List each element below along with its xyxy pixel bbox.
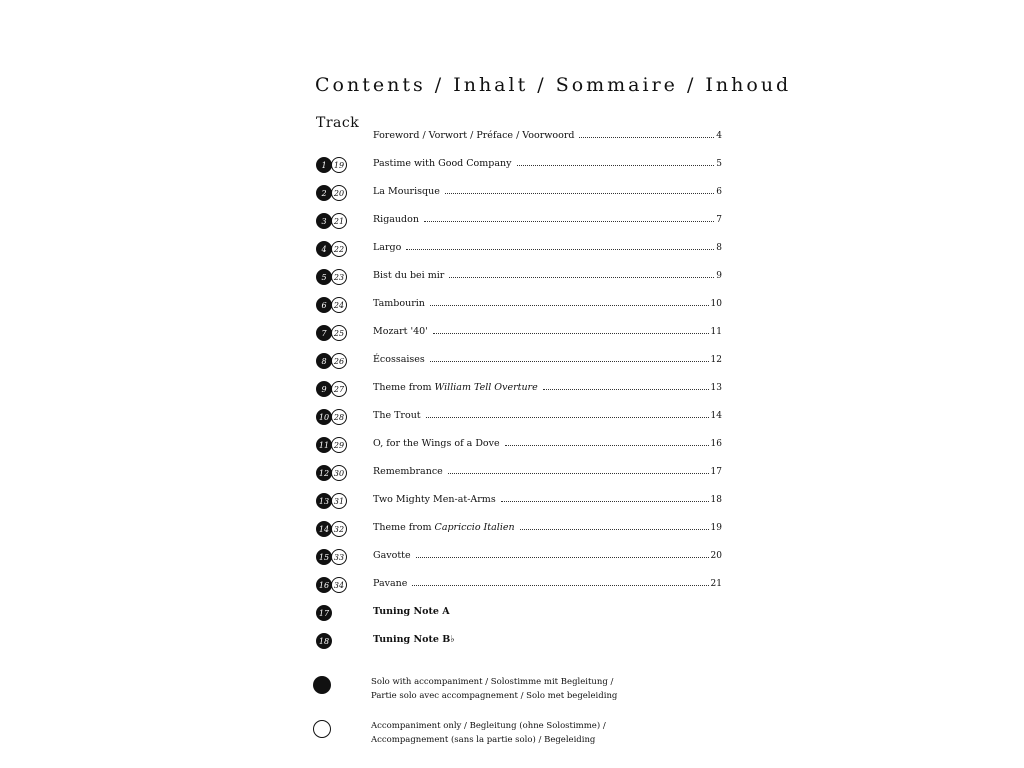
track-badges [316,297,356,315]
track-badges [316,185,356,203]
track-title: Rigaudon [373,214,419,225]
track-row [316,184,722,204]
track-page: 12 [710,355,722,365]
track-entry [373,438,722,449]
dot-leader [501,501,709,502]
tuning-entry [373,606,722,617]
track-heading: Track [316,115,360,131]
solo-track-number: 12 [316,465,332,481]
foreword-page: 4 [716,131,722,141]
legend-solo-line: Partie solo avec accompagnement / Solo met begeleiding [371,691,618,701]
track-page: 7 [716,215,722,225]
solo-track-number: 6 [316,297,332,313]
track-page: 6 [716,187,722,197]
foreword-entry [373,130,722,141]
solo-track-number: 15 [316,549,332,565]
dot-leader [505,445,709,446]
track-title: Pavane [373,578,408,589]
track-row [316,240,722,260]
track-entry [373,550,722,561]
track-row [316,324,722,344]
track-title: Theme from William Tell Overture [373,382,538,393]
dot-leader [449,277,714,278]
track-entry [373,494,722,505]
track-page: 18 [710,495,722,505]
track-entry [373,214,722,225]
dot-leader [520,529,709,530]
solo-track-number: 11 [316,437,332,453]
solo-track-number: 10 [316,409,332,425]
accompaniment-track-number: 31 [331,493,347,509]
track-title: Theme from Capriccio Italien [373,522,515,533]
hollow-circle-icon [313,720,331,738]
tuning-row [316,604,722,624]
track-page: 19 [710,523,722,533]
track-title: Gavotte [373,550,411,561]
solo-track-number: 13 [316,493,332,509]
track-row [316,436,722,456]
dot-leader [445,193,714,194]
accompaniment-track-number: 24 [331,297,347,313]
dot-leader [416,557,709,558]
track-page: 8 [716,243,722,253]
track-title: Pastime with Good Company [373,158,512,169]
track-row [316,268,722,288]
track-row [316,492,722,512]
track-entry [373,326,722,337]
accompaniment-track-number: 21 [331,213,347,229]
accompaniment-track-number: 27 [331,381,347,397]
track-badges [316,325,356,343]
dot-leader [426,417,709,418]
legend-accompaniment-line: Accompagnement (sans la partie solo) / Begeleiding [371,735,596,745]
legend-accompaniment-line: Accompaniment only / Begleitung (ohne Solostimme) / [371,721,606,731]
dot-leader [517,165,715,166]
accompaniment-track-number: 29 [331,437,347,453]
track-badges [316,577,356,595]
tuning-row [316,632,722,652]
solo-track-number: 3 [316,213,332,229]
solo-track-number: 1 [316,157,332,173]
track-entry [373,466,722,477]
track-title: Remembrance [373,466,443,477]
dot-leader [412,585,708,586]
tuning-entry [373,634,722,645]
track-page: 14 [710,411,722,421]
track-page: 13 [710,383,722,393]
solo-track-number: 5 [316,269,332,285]
track-badges [316,437,356,455]
dot-leader [448,473,709,474]
tuning-track-number: 17 [316,605,332,621]
track-entry [373,158,722,169]
solo-track-number: 8 [316,353,332,369]
dot-leader [430,361,709,362]
track-entry [373,298,722,309]
dot-leader [424,221,714,222]
track-page: 16 [710,439,722,449]
track-title: La Mourisque [373,186,440,197]
track-badges [316,633,356,651]
accompaniment-track-number: 26 [331,353,347,369]
accompaniment-track-number: 20 [331,185,347,201]
dot-leader [579,137,714,138]
accompaniment-track-number: 22 [331,241,347,257]
track-row [316,156,722,176]
track-row [316,548,722,568]
track-badges [316,465,356,483]
accompaniment-track-number: 33 [331,549,347,565]
track-page: 5 [716,159,722,169]
track-badges [316,353,356,371]
solo-track-number: 14 [316,521,332,537]
solo-track-number: 7 [316,325,332,341]
foreword-title: Foreword / Vorwort / Préface / Voorwoord [373,130,575,141]
foreword-row [316,128,722,148]
track-badges [316,157,356,175]
track-badges [316,605,356,623]
track-entry [373,382,722,393]
track-title: Écossaises [373,354,425,365]
dot-leader [433,333,709,334]
dot-leader [543,389,709,390]
track-badges [316,381,356,399]
solo-track-number: 9 [316,381,332,397]
accompaniment-track-number: 25 [331,325,347,341]
track-entry [373,242,722,253]
track-badges [316,213,356,231]
accompaniment-track-number: 34 [331,577,347,593]
accompaniment-track-number: 19 [331,157,347,173]
track-badges [316,493,356,511]
track-row [316,352,722,372]
track-page: 11 [710,327,722,337]
filled-circle-icon [313,676,331,694]
accompaniment-track-number: 23 [331,269,347,285]
accompaniment-track-number: 30 [331,465,347,481]
track-page: 10 [710,299,722,309]
track-page: 20 [710,551,722,561]
track-row [316,296,722,316]
track-page: 9 [716,271,722,281]
tuning-title: Tuning Note B♭ [373,634,455,645]
track-title: Bist du bei mir [373,270,445,281]
solo-track-number: 2 [316,185,332,201]
track-badges [316,269,356,287]
track-entry [373,578,722,589]
track-page: 17 [710,467,722,477]
page-title: Contents / Inhalt / Sommaire / Inhoud [315,74,792,96]
legend-solo-text [371,675,617,703]
track-row [316,408,722,428]
legend-accompaniment-text [371,719,606,747]
track-entry [373,410,722,421]
track-entry [373,270,722,281]
track-row [316,464,722,484]
track-row [316,212,722,232]
solo-track-number: 16 [316,577,332,593]
dot-leader [406,249,714,250]
tuning-track-number: 18 [316,633,332,649]
accompaniment-track-number: 32 [331,521,347,537]
track-page: 21 [710,579,722,589]
track-title: Mozart '40' [373,326,428,337]
solo-track-number: 4 [316,241,332,257]
track-title: The Trout [373,410,421,421]
accompaniment-track-number: 28 [331,409,347,425]
track-badges [316,521,356,539]
track-entry [373,186,722,197]
track-title: Largo [373,242,402,253]
track-entry [373,354,722,365]
track-badges [316,241,356,259]
track-title: Two Mighty Men-at-Arms [373,494,496,505]
track-row [316,520,722,540]
track-row [316,380,722,400]
track-badges [316,549,356,567]
tuning-title: Tuning Note A [373,606,450,617]
track-title: Tambourin [373,298,425,309]
track-title: O, for the Wings of a Dove [373,438,500,449]
dot-leader [430,305,709,306]
track-row [316,576,722,596]
legend-solo-line: Solo with accompaniment / Solostimme mit Begleitung / [371,677,614,687]
track-entry [373,522,722,533]
track-badges [316,409,356,427]
